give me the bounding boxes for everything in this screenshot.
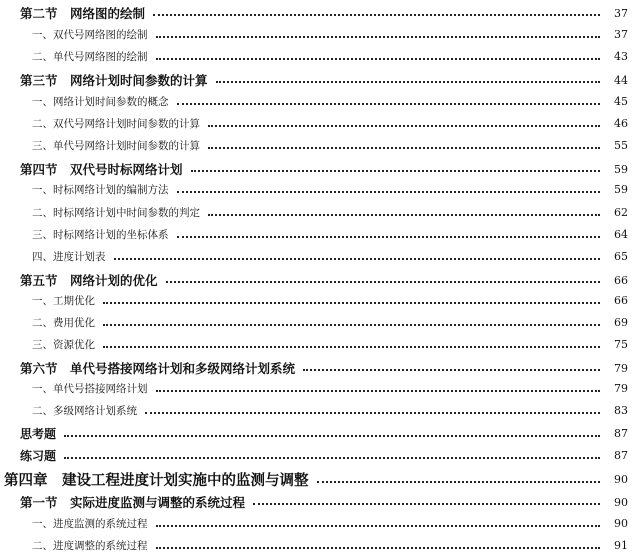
toc-entry-subsection bbox=[0, 27, 638, 42]
toc-entry-subsection bbox=[0, 49, 638, 64]
page-number: 75 bbox=[614, 338, 628, 351]
page-number: 90 bbox=[614, 517, 628, 530]
leader-dots bbox=[103, 324, 600, 326]
page-number: 62 bbox=[614, 206, 628, 219]
page-number: 64 bbox=[614, 228, 628, 241]
page-number: 59 bbox=[614, 183, 628, 196]
leader-dots bbox=[64, 457, 600, 459]
toc-entry-subsection bbox=[0, 538, 638, 553]
page-number: 83 bbox=[614, 404, 628, 417]
entry-title: 二、双代号网络计划时间参数的计算 bbox=[32, 118, 200, 130]
toc-entry-subsection bbox=[0, 205, 638, 220]
toc-entry-subsection bbox=[0, 403, 638, 418]
entry-title: 二、单代号网络图的绘制 bbox=[32, 51, 148, 63]
leader-dots bbox=[191, 170, 600, 172]
toc-entry-subsection bbox=[0, 138, 638, 153]
leader-dots bbox=[156, 58, 601, 60]
leader-dots bbox=[317, 481, 601, 483]
entry-title: 二、进度调整的系统过程 bbox=[32, 540, 148, 552]
toc-entry-section bbox=[0, 4, 638, 22]
toc-entry-subsection bbox=[0, 293, 638, 308]
entry-title: 第六节 单代号搭接网络计划和多级网络计划系统 bbox=[20, 361, 296, 376]
leader-dots bbox=[64, 435, 600, 437]
leader-dots bbox=[177, 236, 601, 238]
toc-entry-chapter bbox=[0, 469, 638, 490]
toc-entry-section bbox=[0, 271, 638, 289]
toc-entry-subsection bbox=[0, 94, 638, 109]
page-number: 55 bbox=[614, 139, 628, 152]
toc-entry-subsection bbox=[0, 516, 638, 531]
toc-entry-exercises bbox=[0, 447, 638, 464]
leader-dots bbox=[145, 412, 600, 414]
entry-title: 一、时标网络计划的编制方法 bbox=[32, 184, 169, 196]
leader-dots bbox=[156, 547, 601, 549]
entry-title: 第一节 实际进度监测与调整的系统过程 bbox=[20, 495, 246, 510]
leader-dots bbox=[103, 302, 600, 304]
page-number: 79 bbox=[614, 382, 628, 395]
toc-entry-subsection bbox=[0, 227, 638, 242]
leader-dots bbox=[114, 258, 601, 260]
entry-title: 一、工期优化 bbox=[32, 295, 95, 307]
toc-entry-subsection bbox=[0, 337, 638, 352]
page-number: 90 bbox=[614, 473, 628, 486]
page-number: 87 bbox=[614, 427, 628, 440]
entry-title: 三、资源优化 bbox=[32, 339, 95, 351]
entry-title: 四、进度计划表 bbox=[32, 251, 106, 263]
page-number: 91 bbox=[614, 539, 628, 552]
entry-title: 练习题 bbox=[20, 449, 57, 463]
leader-dots bbox=[303, 369, 600, 371]
leader-dots bbox=[156, 390, 601, 392]
leader-dots bbox=[208, 125, 600, 127]
leader-dots bbox=[153, 14, 600, 16]
toc-entry-subsection bbox=[0, 249, 638, 264]
entry-title: 三、单代号网络计划时间参数的计算 bbox=[32, 140, 200, 152]
toc-entry-subsection bbox=[0, 116, 638, 131]
leader-dots bbox=[156, 525, 601, 527]
toc-entry-exercises bbox=[0, 425, 638, 442]
page-number: 65 bbox=[614, 250, 628, 263]
entry-title: 第二节 网络图的绘制 bbox=[20, 6, 146, 21]
leader-dots bbox=[103, 346, 600, 348]
toc-entry-section bbox=[0, 160, 638, 178]
page-number: 59 bbox=[614, 162, 628, 176]
entry-title: 二、费用优化 bbox=[32, 317, 95, 329]
entry-title: 一、网络计划时间参数的概念 bbox=[32, 96, 169, 108]
leader-dots bbox=[177, 191, 601, 193]
page-number: 37 bbox=[614, 28, 628, 41]
entry-title: 第四章 建设工程进度计划实施中的监测与调整 bbox=[4, 472, 309, 489]
page-number: 45 bbox=[614, 95, 628, 108]
page-number: 44 bbox=[614, 73, 628, 87]
leader-dots bbox=[208, 214, 600, 216]
leader-dots bbox=[253, 503, 600, 505]
entry-title: 二、多级网络计划系统 bbox=[32, 405, 137, 417]
leader-dots bbox=[156, 36, 601, 38]
page-number: 37 bbox=[614, 6, 628, 20]
page-number: 69 bbox=[614, 316, 628, 329]
toc-entry-section bbox=[0, 71, 638, 89]
entry-title: 第四节 双代号时标网络计划 bbox=[20, 162, 183, 177]
page-number: 90 bbox=[614, 495, 628, 509]
page-number: 43 bbox=[614, 50, 628, 63]
toc-entry-section bbox=[0, 359, 638, 377]
entry-title: 第五节 网络计划的优化 bbox=[20, 273, 158, 288]
leader-dots bbox=[216, 81, 600, 83]
leader-dots bbox=[208, 147, 600, 149]
page-number: 66 bbox=[614, 294, 628, 307]
entry-title: 一、双代号网络图的绘制 bbox=[32, 29, 148, 41]
page-number: 79 bbox=[614, 361, 628, 375]
leader-dots bbox=[177, 103, 601, 105]
entry-title: 二、时标网络计划中时间参数的判定 bbox=[32, 207, 200, 219]
toc-entry-section bbox=[0, 493, 638, 511]
toc-entry-subsection bbox=[0, 182, 638, 197]
entry-title: 一、进度监测的系统过程 bbox=[32, 518, 148, 530]
page-number: 87 bbox=[614, 449, 628, 462]
toc-entry-subsection bbox=[0, 315, 638, 330]
toc-entry-subsection bbox=[0, 381, 638, 396]
leader-dots bbox=[166, 281, 600, 283]
entry-title: 第三节 网络计划时间参数的计算 bbox=[20, 73, 208, 88]
entry-title: 三、时标网络计划的坐标体系 bbox=[32, 229, 169, 241]
page-number: 46 bbox=[614, 117, 628, 130]
page-number: 66 bbox=[614, 273, 628, 287]
entry-title: 一、单代号搭接网络计划 bbox=[32, 383, 148, 395]
entry-title: 思考题 bbox=[20, 427, 57, 441]
